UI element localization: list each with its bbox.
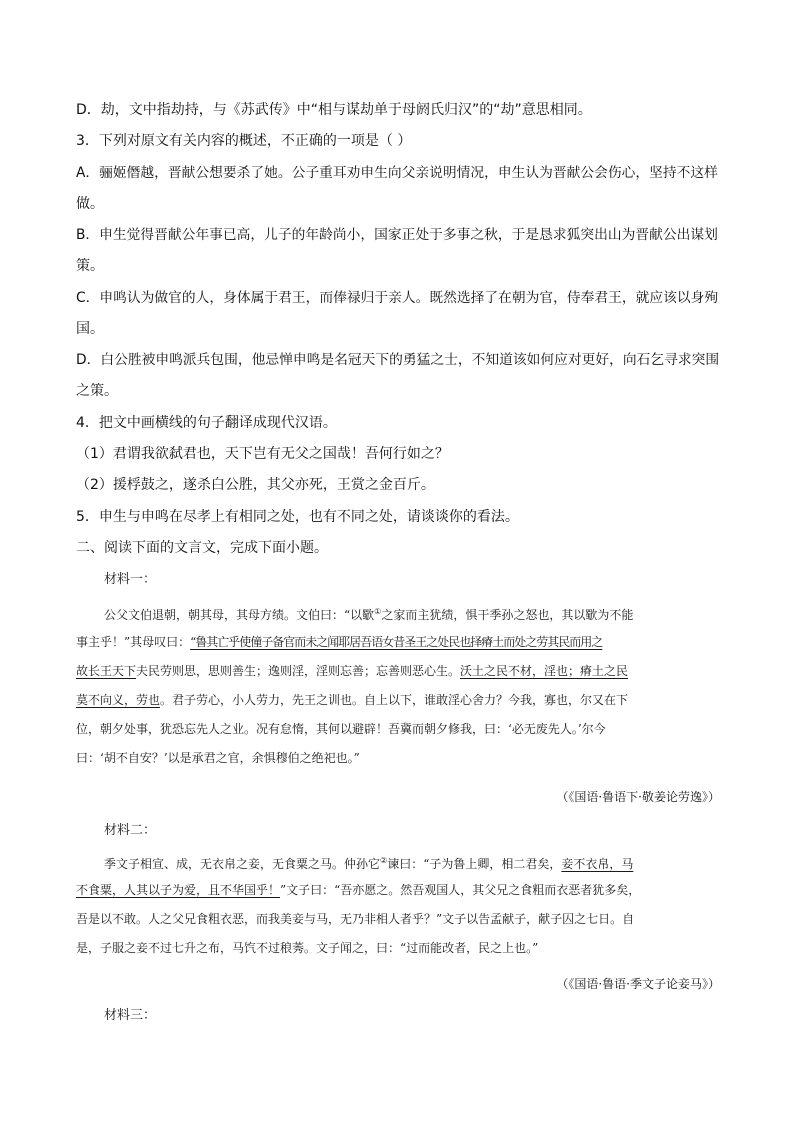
material-3-title: 材料三： [104, 1008, 157, 1023]
underlined-passage: 故长王天下 [76, 664, 137, 678]
q3-option-b-line2: 策。 [76, 258, 104, 274]
material-1-line-2 [76, 634, 726, 650]
material-2-text: 季文子相宣、成，无衣帛之妾，无食粟之马。仲孙它 [104, 857, 381, 871]
q4-sentence-2: （2）援桴鼓之，遂杀白公胜，其父亦死，王赏之金百斤。 [76, 477, 435, 493]
material-2-source: （《国语·鲁语·季文子论妾马》） [556, 977, 720, 991]
material-2-title: 材料二： [104, 823, 157, 838]
underlined-passage: 莫不向义，劳也 [76, 693, 161, 707]
material-1-line-4 [76, 692, 726, 708]
underlined-passage: 妾不衣帛，马 [561, 857, 634, 871]
material-1-text: 事主乎！”其母叹曰： [76, 635, 191, 649]
q3-option-d-line1: D．白公胜被申鸣派兵包围，他忌惮申鸣是名冠天下的勇猛之士，不知道该如何应对更好，向石乞寻求突围 [76, 352, 720, 368]
q3-option-a-line1: A．骊姬僭越，晋献公想要杀了她。公子重耳劝申生向父亲说明情况，申生认为晋献公会伤心，坚持不这样 [76, 165, 718, 181]
material-1-title: 材料一： [104, 572, 157, 587]
q2-option-d: D．劫，文中指劫持，与《苏武传》中“相与谋劫单于母阏氏归汉”的“劫”意思相同。 [76, 102, 592, 118]
q3-option-d-line2: 之策。 [76, 383, 118, 399]
material-2-text: ”文子曰：“吾亦愿之。然吾观国人，其父兄之食粗而衣恶者犹多矣， [280, 883, 641, 897]
material-2-line-2 [76, 882, 726, 898]
material-1-line-6: 曰：‘胡不自安？’以是承君之官，余惧穆伯之绝祀也。” [76, 751, 360, 765]
material-1-line-5: 位，朝夕处事，犹恐忘先人之业。况有怠惰，其何以避辟！吾冀而朝夕修我，曰：‘必无废先人。’尔今 [76, 722, 606, 736]
material-1-text: 公父文伯退朝，朝其母，其母方绩。文伯曰：“以歜 [104, 608, 375, 622]
footnote-marker: ① [374, 607, 382, 616]
material-1-source: （《国语·鲁语下·敬姜论劳逸》） [556, 790, 720, 804]
material-1-line-3 [76, 663, 726, 679]
section-2-heading: 二、阅读下面的文言文，完成下面小题。 [76, 540, 328, 556]
q3-stem: 3．下列对原文有关内容的概述，不正确的一项是（ ） [76, 133, 412, 149]
footnote-marker: ② [380, 856, 388, 865]
underlined-passage: 沃土之民不材，淫也；瘠土之民 [460, 664, 629, 678]
material-1-text: 之家而主犹绩，惧干季孙之怒也，其以歜为不能 [381, 608, 634, 622]
underlined-passage: “鲁其亡乎使僮子备官而未之闻耶居吾语女昔圣王之处民也择瘠土而处之劳其民而用之 [190, 635, 603, 649]
material-1-line-1 [104, 604, 754, 623]
q3-option-c-line1: C．申鸣认为做官的人，身体属于君王，而俸禄归于亲人。既然选择了在朝为官，侍奉君王，就应该以身殉 [76, 290, 719, 306]
q4-sentence-1: （1）君谓我欲弑君也，天下岂有无父之国哉！吾何行如之？ [76, 446, 449, 462]
q5-stem: 5．申生与申鸣在尽孝上有相同之处，也有不同之处，请谈谈你的看法。 [76, 509, 519, 525]
material-2-text: 谏曰：“子为鲁上卿，相二君矣， [387, 857, 562, 871]
material-2-line-1 [104, 853, 754, 872]
q3-option-b-line1: B．申生觉得晋献公年事已高，儿子的年龄尚小，国家正处于多事之秋，于是恳求狐突出山为晋献公出谋划 [76, 227, 718, 243]
material-1-text: 。君子劳心，小人劳力，先王之训也。自上以下，谁敢淫心舍力？今我，寡也，尔又在下 [160, 693, 629, 707]
material-2-line-3: 吾是以不敢。人之父兄食粗衣恶，而我美妾与马，无乃非相人者乎？”文子以告孟献子，献子囚之七日。自 [76, 912, 635, 926]
underlined-passage: 不食粟，人其以子为爱，且不华国乎！ [76, 883, 281, 897]
q3-option-c-line2: 国。 [76, 321, 104, 337]
q3-option-a-line2: 做。 [76, 196, 104, 212]
material-2-line-4: 是，子服之妾不过七升之布，马饩不过稂莠。文子闻之，曰：“过而能改者，民之上也。” [76, 941, 539, 955]
q4-stem: 4．把文中画横线的句子翻译成现代汉语。 [76, 415, 337, 431]
material-1-text: 夫民劳则思，思则善生；逸则淫，淫则忘善；忘善则恶心生。 [136, 664, 461, 678]
